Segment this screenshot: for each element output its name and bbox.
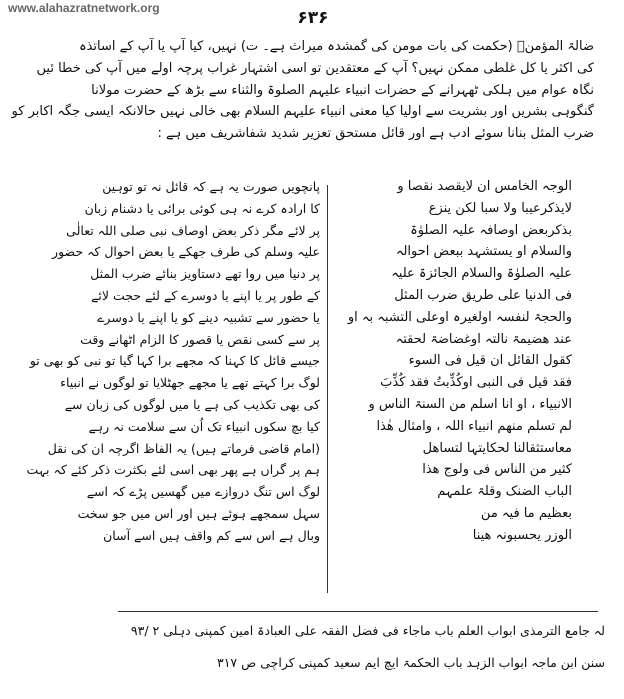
intro-line: گنگوہی بشریں اور بشریت سے اولیا کیا معنی انبیاء علیہم السلام بھی خالی نہیں حالانکہ ایسی جگہ اکابر کو <box>11 104 594 120</box>
translation-line: (امام قاضی فرماتے ہیں) یہ الفاظ اگرچہ ان کی نقل <box>47 440 320 456</box>
translation-line: جیسے قائل کا کہنا کہ مجھے برا کہا گیا تو نبی کو بھی تو <box>29 353 320 369</box>
footnote-line: لہ جامع الترمذی ابواب العلم باب ماجاء فی فضل الفقہ علی العبادۃ امین کمپنی دہلی ۲ /۹۳ <box>130 623 605 638</box>
arabic-line: فی الدنیا علی طریق ضرب المثل <box>394 287 572 303</box>
translation-line: سہل سمجھے ہوئے ہیں اور اس میں جو سخت <box>77 505 320 521</box>
arabic-line: علیہ الصلوٰۃ والسلام الجائزۃ علیہ <box>391 266 572 282</box>
intro-paragraph <box>11 36 594 145</box>
arabic-column <box>332 176 572 547</box>
intro-line: کی اکثر یا کل غلطی ممکن نہیں؟ آپ کے معتقدین تو اسی اشتہار غراب پرچہ اولے میں آپ کی خطا ئیں <box>36 60 594 76</box>
arabic-line: لم تسلم منھم انبیاء اللہ ، وامثال ھٰذا <box>376 418 572 434</box>
footnote-line: سنن ابن ماجہ ابواب الزہد باب الحکمۃ ایچ ایم سعید کمپنی کراچی ص ۳۱۷ <box>216 655 605 670</box>
site-watermark: www.alahazratnetwork.org <box>8 1 160 15</box>
translation-line: وبال ہے اس سے کم واقف ہیں اسے آسان <box>103 527 320 543</box>
translation-line: ہم پر گراں ہے پھر بھی اسی لئے بکثرت ذکر کئے کہ بہت <box>26 462 320 478</box>
intro-line: ضرب المثل بنانا سوئے ادب ہے اور قائل مستحق تعزیر شدید شفاشریف میں ہے : <box>157 126 594 142</box>
translation-line: علیہ وسلم کی طرف جھکے یا بعض احوال کہ حضور <box>52 244 320 260</box>
translation-line: کیا بچ سکوں انبیاء تک اُن سے سلامت نہ رہے <box>88 418 320 434</box>
arabic-line: الانبیاء ، او انا اسلم من السنۃ الناس و <box>368 396 572 412</box>
translation-line: یا حضور سے تشبیہ دینے کو یا اپنے یا دوسرے <box>97 309 320 325</box>
column-divider <box>327 185 328 593</box>
arabic-line: والسلام او یستشہد ببعض احوالہ <box>395 244 572 260</box>
arabic-line: بعظیم ما فیہ من <box>480 505 572 521</box>
translation-line: لوگ اس تنگ دروازے میں گھسیں پڑے کہ اسے <box>86 484 320 500</box>
translation-line: پر دنیا میں روا تھے دستاویز بنائے ضرب المثل <box>90 266 320 282</box>
arabic-line: معاستثقالنا لحکایتہا لتساھل <box>422 440 572 456</box>
footnote-rule <box>118 611 598 612</box>
intro-line: ضالۃ المؤمنؑ (حکمت کی بات مومن کی گمشدہ میراث ہے۔ ت) نہیں، کیا آپ یا آپ کے اساتذہ <box>78 39 594 54</box>
translation-line: پانچویں صورت یہ ہے کہ قائل نہ تو توہین <box>102 179 320 194</box>
translation-line: پر سے کسی نقص یا قصور کا الزام اٹھانے وقت <box>80 331 320 347</box>
arabic-line: عند ھضیمۃ نالتہ اوغضاضۃ لحقتہ <box>395 331 572 347</box>
footnotes <box>120 615 605 679</box>
arabic-line: کقول القائل ان قیل فی السوء <box>408 353 572 369</box>
arabic-line: بذکربعض اوصافہ علیہ الصلوٰۃ <box>410 222 572 238</box>
arabic-line: الباب الضنک وقلۃ علمہم <box>437 484 572 500</box>
translation-line: کے طور پر یا اپنے یا دوسرے کے لئے حجت لائے <box>91 287 320 303</box>
translation-line: لوگ برا کہتے تھے یا مجھے جھٹلایا تو لوگوں نے انبیاء <box>60 375 320 391</box>
translation-line: پر لائے مگر ذکر بعض اوصاف نبی صلی اللہ تعالٰی <box>66 222 320 238</box>
arabic-line: لایذکرعیبا ولا سبا لکن ینزع <box>428 200 572 216</box>
arabic-line: فقد قیل فی النبی اوکُذِّبتُ فقد کُذِّبَ <box>380 375 572 391</box>
arabic-line: والحجۃ لنفسہ اولغیرہ اوعلی التشبہ بہ او <box>347 309 572 325</box>
page-number: ۶۳۶ <box>297 8 329 28</box>
translation-line: کی بھی تکذیب کی ہے یا میں لوگوں کی زبان سے <box>64 396 320 412</box>
arabic-line: کثیر من الناس فی ولوج ھذا <box>422 462 572 478</box>
urdu-translation-column <box>26 176 320 547</box>
translation-line: کا ارادہ کرے نہ ہی کوئی برائی یا دشنام زبان <box>84 200 320 216</box>
arabic-line: الوزر یحسبونہ ھینا <box>472 527 572 543</box>
intro-line: نگاہ عوام میں ہلکی ٹھہرانے کے حضرات انبیاء علیہم الصلوۃ والثناء سے بڑھ کے حضرت مولانا <box>91 82 594 98</box>
arabic-line: الوجہ الخامس ان لایقصد نقصا و <box>397 179 572 194</box>
